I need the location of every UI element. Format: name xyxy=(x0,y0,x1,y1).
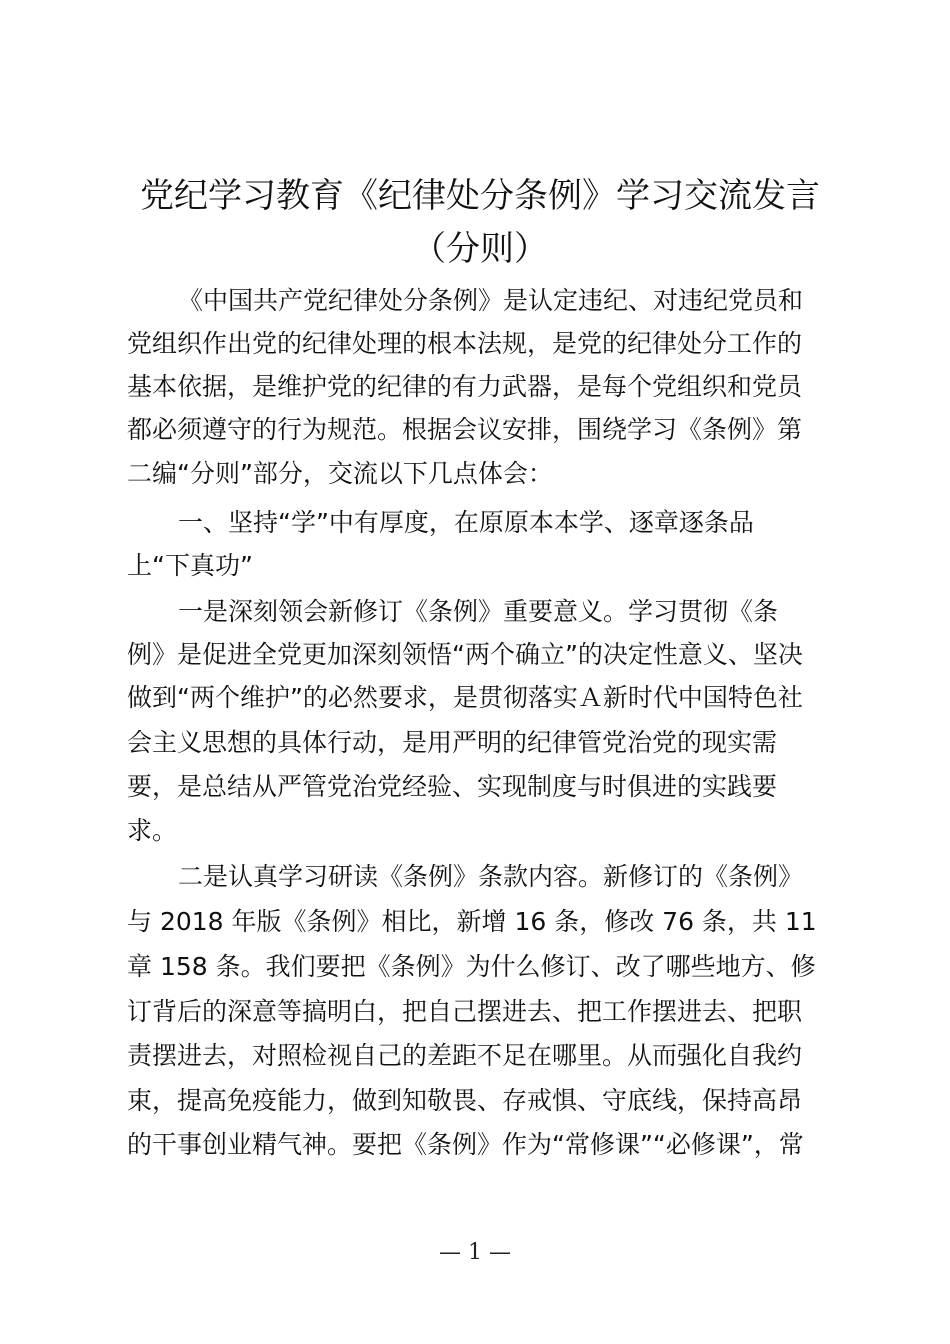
paragraph-line: 《中国共产党纪律处分条例》是认定违纪、对违纪党员和 xyxy=(178,286,804,315)
paragraph-line: 一是深刻领会新修订《条例》重要意义。学习贯彻《条 xyxy=(178,597,779,626)
paragraph-line: 二是认真学习研读《条例》条款内容。新修订的《条例》 xyxy=(178,862,804,891)
section-heading: 一、坚持“学”中有厚度，在原原本本学、逐章逐条品 xyxy=(178,508,754,537)
paragraph-line: 都必须遵守的行为规范。根据会议安排，围绕学习《条例》第 xyxy=(127,415,803,444)
paragraph-line: 二编“分则”部分，交流以下几点体会： xyxy=(127,459,553,488)
paragraph-line: 例》是促进全党更加深刻领悟“两个确立”的决定性意义、坚决 xyxy=(127,640,803,669)
paragraph-line: 责摆进去，对照检视自己的差距不足在哪里。从而强化自我约 xyxy=(127,1041,803,1070)
paragraph-line: 订背后的深意等搞明白，把自己摆进去、把工作摆进去、把职 xyxy=(127,997,803,1026)
paragraph-line: 要，是总结从严管党治党经验、实现制度与时俱进的实践要 xyxy=(127,772,778,801)
paragraph-line: 会主义思想的具体行动，是用严明的纪律管党治党的现实需 xyxy=(127,728,778,757)
section-heading: 上“下真功” xyxy=(127,551,253,580)
paragraph-line: 做到“两个维护”的必然要求，是贯彻落实Ａ新时代中国特色社 xyxy=(127,683,803,712)
paragraph-line: 章 158 条。我们要把《条例》为什么修订、改了哪些地方、修 xyxy=(127,952,816,981)
paragraph-line: 党组织作出党的纪律处理的根本法规，是党的纪律处分工作的 xyxy=(127,329,803,358)
paragraph-line: 求。 xyxy=(127,816,178,845)
paragraph-line: 与 2018 年版《条例》相比，新增 16 条，修改 76 条，共 11 xyxy=(127,907,817,936)
page-number: — 1 — xyxy=(439,1240,511,1265)
paragraph-line: 基本依据，是维护党的纪律的有力武器，是每个党组织和党员 xyxy=(127,372,803,401)
document-title: 党纪学习教育《纪律处分条例》学习交流发言 xyxy=(140,176,820,216)
paragraph-line: 束，提高免疫能力，做到知敬畏、存戒惧、守底线，保持高昂 xyxy=(127,1086,803,1115)
document-subtitle: （分则） xyxy=(412,229,548,269)
paragraph-line: 的干事创业精气神。要把《条例》作为“常修课”“必修课”，常 xyxy=(127,1130,804,1159)
